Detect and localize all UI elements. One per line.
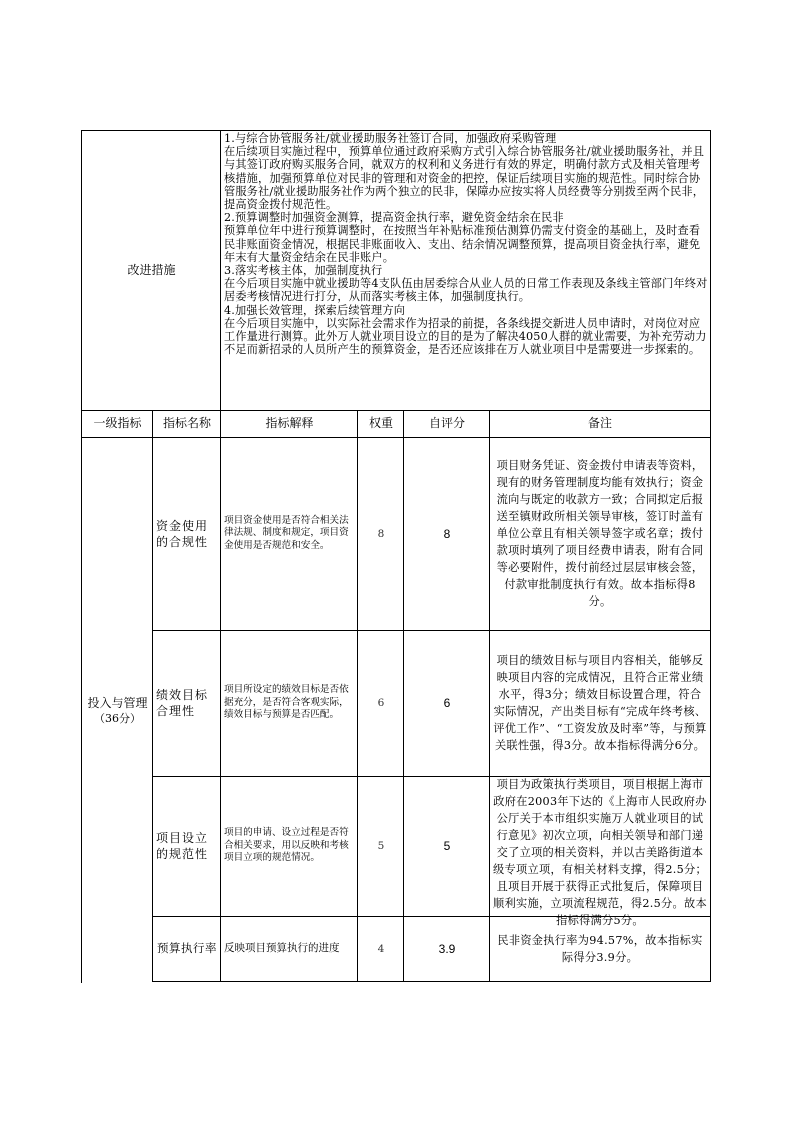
row1-score-cell	[403, 437, 490, 631]
row2-note: 项目的绩效目标与项目内容相关，能够反映项目内容的完成情况，且符合正常业绩水平，得3分；绩效目标设置合理，符合实际情况，产出类目标有“完成年终考核、评优工作”、“工资发放及时率”等，与预算关联性强，得3分。故本指标得满分6分。	[493, 654, 707, 752]
improvement-label: 改进措施	[127, 262, 176, 277]
row1-note-cell	[489, 437, 711, 631]
header-note: 备注	[587, 415, 612, 430]
row4-note-cell	[489, 916, 711, 982]
row3-name-cell	[152, 776, 221, 917]
row3-name: 项目设立的规范性	[156, 831, 209, 861]
row1-name: 资金使用的合规性	[156, 518, 209, 549]
improvement-heading-1: 1.与综合协管服务社/就业援助服务社签订合同，加强政府采购管理	[224, 132, 557, 145]
row3-explanation-cell	[220, 776, 358, 917]
row3-score: 5	[443, 839, 451, 853]
header-cell-note	[489, 410, 711, 438]
row3-score-cell	[403, 776, 490, 917]
row1-name-cell	[152, 437, 221, 631]
row4-note: 民非资金执行率为94.57%，故本指标实际得分3.9分。	[497, 933, 703, 964]
improvement-heading-4: 4.加强长效管理，探索后续管理方向	[224, 303, 406, 317]
row2-weight-cell	[357, 630, 404, 777]
row3-note: 项目为政策执行类项目，项目根据上海市政府在2003年下达的《上海市人民政府办公厅关于本市组织实施万人就业项目的试行意见》初次立项，向相关领导和部门递交了立项的相关资料，并以古美路街道本级专项立项，有相关材料支撑，得2.5分；且项目开展于获得正式批复后，保障项目顺利实施，立项流程规范，得2.5分。故本指标得满分5分。	[493, 778, 707, 927]
row4-explanation: 反映项目预算执行的进度	[224, 941, 340, 954]
row4-weight-cell	[357, 916, 404, 982]
improvement-body-1: 在后续项目实施过程中，预算单位通过政府采购方式引入综合协管服务社/就业援助服务社，并且与其签订政府购买服务合同，就双方的权利和义务进行有效的界定，明确付款方式及相关管理考核措施，加强预算单位对民非的管理和对资金的把控，保证后续项目实施的规范性。同时综合协管服务社/就业援助服务社作为两个独立的民非，保障办应按实将人员经费等分别拨至两个民非，提高资金拨付规范性。	[224, 145, 705, 212]
row4-score: 3.9	[438, 941, 456, 956]
row1-score: 8	[443, 526, 451, 541]
row4-weight: 4	[377, 942, 385, 955]
row4-name: 预算执行率	[157, 940, 217, 955]
row4-explanation-cell	[220, 916, 358, 982]
row2-name-cell	[152, 630, 221, 777]
row2-explanation-cell	[220, 630, 358, 777]
header-score: 自评分	[428, 415, 465, 430]
row2-name: 绩效目标合理性	[156, 688, 209, 718]
header-name: 指标名称	[162, 415, 211, 430]
header-cell-weight	[357, 410, 404, 438]
group-cell	[81, 437, 153, 983]
header-level1: 一级指标	[93, 415, 142, 430]
row4-name-cell	[152, 916, 221, 982]
improvement-heading-2: 2.预算调整时加强资金测算，提高资金执行率，避免资金结余在民非	[224, 211, 564, 225]
row2-score-cell	[403, 630, 490, 777]
row1-note: 项目财务凭证、资金拨付申请表等资料，现有的财务管理制度均能有效执行；资金流向与既定的收款方一致；合同拟定后报送至镇财政所相关领导审核，签订时盖有单位公章且有相关领导签字或名章；拨付款项时填列了项目经费申请表，附有合同等必要附件，拨付前经过层层审核会签，付款审批制度执行有效。故本指标得8分。	[496, 459, 704, 608]
row2-explanation: 项目所设定的绩效目标是否依据充分，是否符合客观实际，绩效目标与预算是否匹配。	[224, 684, 349, 721]
row3-note-cell	[489, 776, 711, 927]
row1-explanation-cell	[220, 437, 358, 631]
group-sublabel: （36分）	[94, 711, 141, 725]
header-cell-explanation	[220, 410, 358, 438]
row2-weight: 6	[377, 697, 385, 709]
improvement-heading-3: 3.落实考核主体，加强制度执行	[224, 264, 383, 278]
row1-explanation: 项目资金使用是否符合相关法律法规、制度和规定，项目资金使用是否规范和安全。	[224, 514, 349, 551]
row3-weight-cell	[357, 776, 404, 917]
improvement-label-cell	[81, 130, 221, 411]
row3-explanation: 项目的申请、设立过程是否符合相关要求，用以反映和考核项目立项的规范情况。	[224, 827, 349, 864]
row4-score-cell	[403, 916, 490, 982]
row1-weight-cell	[357, 437, 404, 631]
improvement-text	[221, 131, 710, 356]
improvement-body-3: 在今后项目实施中就业援助等4支队伍由居委综合从业人员的日常工作表现及条线主管部门年终对居委考核情况进行打分，从而落实考核主体，加强制度执行。	[224, 277, 708, 304]
header-explanation: 指标解释	[265, 415, 314, 430]
header-cell-score	[403, 410, 490, 438]
improvement-body-4: 在今后项目实施中，以实际社会需求作为招录的前提，各条线提交新进人员申请时，对岗位对应工作量进行测算。此外万人就业项目设立的目的是为了解决4050人群的就业需要，为补充劳动力不足而新招录的人员所产生的预算资金，是否还应该排在万人就业项目中是需要进一步探索的。	[224, 316, 707, 357]
row2-note-cell	[489, 630, 711, 777]
header-weight: 权重	[368, 415, 393, 430]
header-cell-level1	[81, 410, 153, 438]
group-label: 投入与管理	[87, 695, 148, 710]
row2-score: 6	[443, 696, 451, 710]
row1-weight: 8	[377, 527, 385, 540]
improvement-content-cell	[220, 130, 711, 411]
header-cell-name	[152, 410, 221, 438]
improvement-body-2: 预算单位年中进行预算调整时，在按照当年补贴标准预估测算仍需支付资金的基础上，及时查看民非账面资金情况，根据民非账面收入、支出、结余情况调整预算，提高项目资金执行率，避免年末有大量资金结余在民非账户。	[224, 224, 701, 264]
row3-weight: 5	[377, 840, 385, 852]
